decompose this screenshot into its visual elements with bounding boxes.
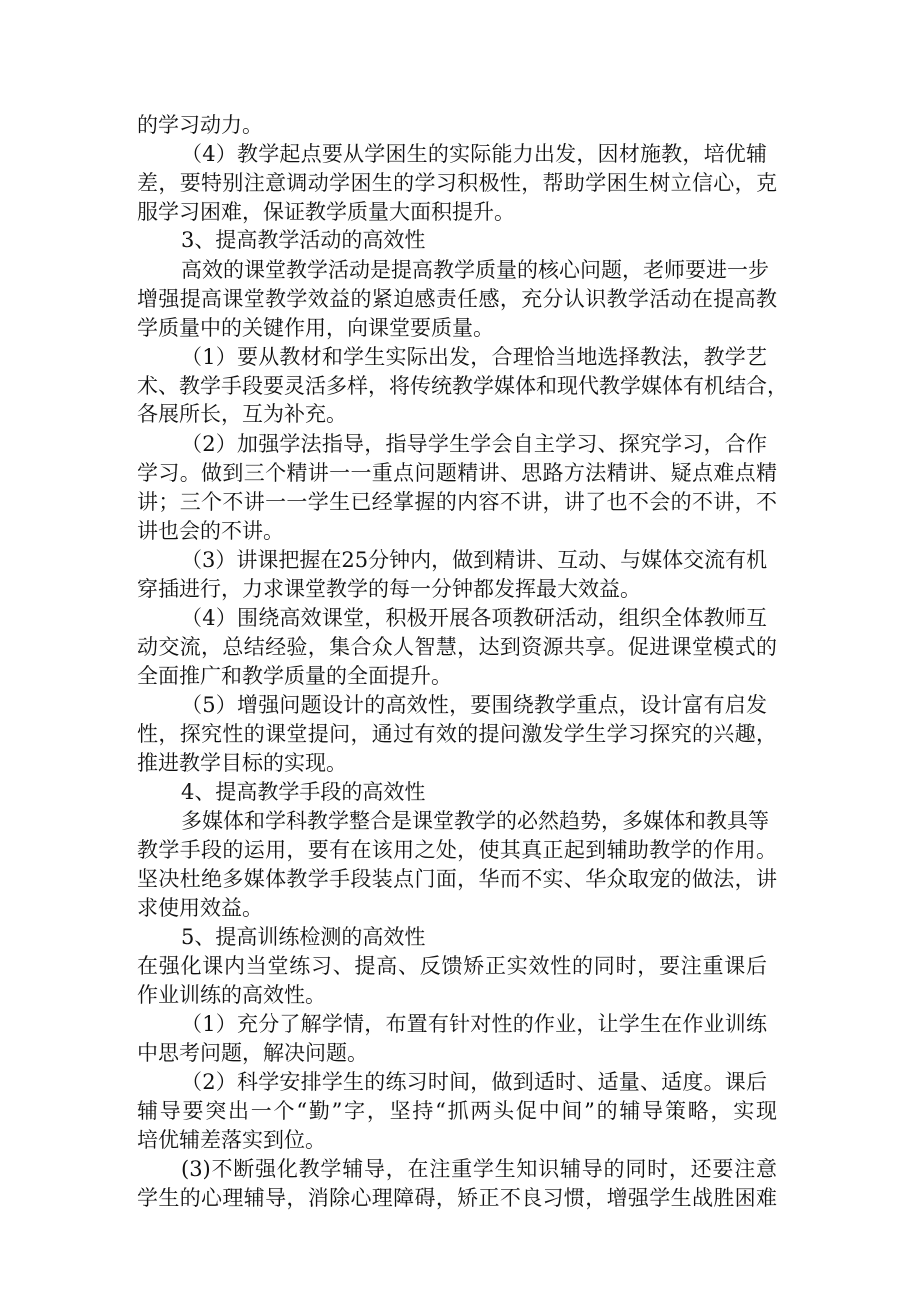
text-line: 性，探究性的课堂提问，通过有效的提问激发学生学习探究的兴趣， <box>137 722 777 746</box>
text-line: （3）讲课把握在25分钟内，做到精讲、互动、与媒体交流有机 <box>181 548 768 572</box>
text-line: 穿插进行，力求课堂教学的每一分钟都发挥最大效益。 <box>137 577 641 601</box>
text-line: 全面推广和教学质量的全面提升。 <box>137 664 452 688</box>
text-line: 的学习动力。 <box>137 113 263 137</box>
text-line: 求使用效益。 <box>137 896 263 920</box>
text-line: 多媒体和学科教学整合是课堂教学的必然趋势，多媒体和教具等 <box>181 809 769 833</box>
text-line: 作业训练的高效性。 <box>137 983 326 1007</box>
text-line: （2）科学安排学生的练习时间，做到适时、适量、适度。课后 <box>181 1070 767 1094</box>
text-line: 术、教学手段要灵活多样，将传统教学媒体和现代教学媒体有机结合， <box>137 374 788 398</box>
text-line: 坚决杜绝多媒体教学手段装点门面，华而不实、华众取宠的做法，讲 <box>137 867 777 891</box>
section-heading: 3、提高教学活动的高效性 <box>181 228 426 252</box>
text-line: 学质量中的关键作用，向课堂要质量。 <box>137 316 494 340</box>
text-line: 讲；三个不讲一一学生已经掌握的内容不讲，讲了也不会的不讲，不 <box>137 490 777 514</box>
text-line: 各展所长，互为补充。 <box>137 402 347 426</box>
text-line: 讲也会的不讲。 <box>137 519 284 543</box>
text-line: 高效的课堂教学活动是提高教学质量的核心问题，老师要进一步 <box>181 258 769 282</box>
text-line: （1）要从教材和学生实际出发，合理恰当地选择教法，教学艺 <box>181 345 767 369</box>
text-line: 教学手段的运用，要有在该用之处，使其真正起到辅助教学的作用。 <box>137 838 777 862</box>
text-line: （1）充分了解学情，布置有针对性的作业，让学生在作业训练 <box>181 1012 767 1036</box>
section-heading: 5、提高训练检测的高效性 <box>181 925 426 949</box>
text-line: 动交流，总结经验，集合众人智慧，达到资源共享。促进课堂模式的 <box>137 635 777 659</box>
text-line: (3)不断强化教学辅导，在注重学生知识辅导的同时，还要注意 <box>181 1157 777 1181</box>
text-line: 中思考问题，解决问题。 <box>137 1041 368 1065</box>
text-line: 辅导要突出一个“勤”字，坚持“抓两头促中间”的辅导策略，实现 <box>137 1099 777 1123</box>
text-line: 增强提高课堂教学效益的紧迫感责任感，充分认识教学活动在提高教 <box>137 287 777 311</box>
text-line: （4）围绕高效课堂，积极开展各项教研活动，组织全体教师互 <box>181 606 767 630</box>
text-line: 推进教学目标的实现。 <box>137 751 347 775</box>
section-heading: 4、提高教学手段的高效性 <box>181 780 426 804</box>
text-line: 在强化课内当堂练习、提高、反馈矫正实效性的同时，要注重课后 <box>137 954 767 978</box>
text-line: （4）教学起点要从学困生的实际能力出发，因材施教，培优辅 <box>181 142 767 166</box>
text-line: （2）加强学法指导，指导学生学会自主学习、探究学习，合作 <box>181 432 767 456</box>
text-line: （5）增强问题设计的高效性，要围绕教学重点，设计富有启发 <box>181 693 767 717</box>
text-line: 学生的心理辅导，消除心理障碍，矫正不良习惯，增强学生战胜困难 <box>137 1186 777 1210</box>
text-line: 学习。做到三个精讲一一重点问题精讲、思路方法精讲、疑点难点精 <box>137 461 777 485</box>
text-line: 培优辅差落实到位。 <box>137 1128 326 1152</box>
text-line: 服学习困难，保证教学质量大面积提升。 <box>137 200 515 224</box>
text-line: 差，要特别注意调动学困生的学习积极性，帮助学困生树立信心，克 <box>137 171 777 195</box>
